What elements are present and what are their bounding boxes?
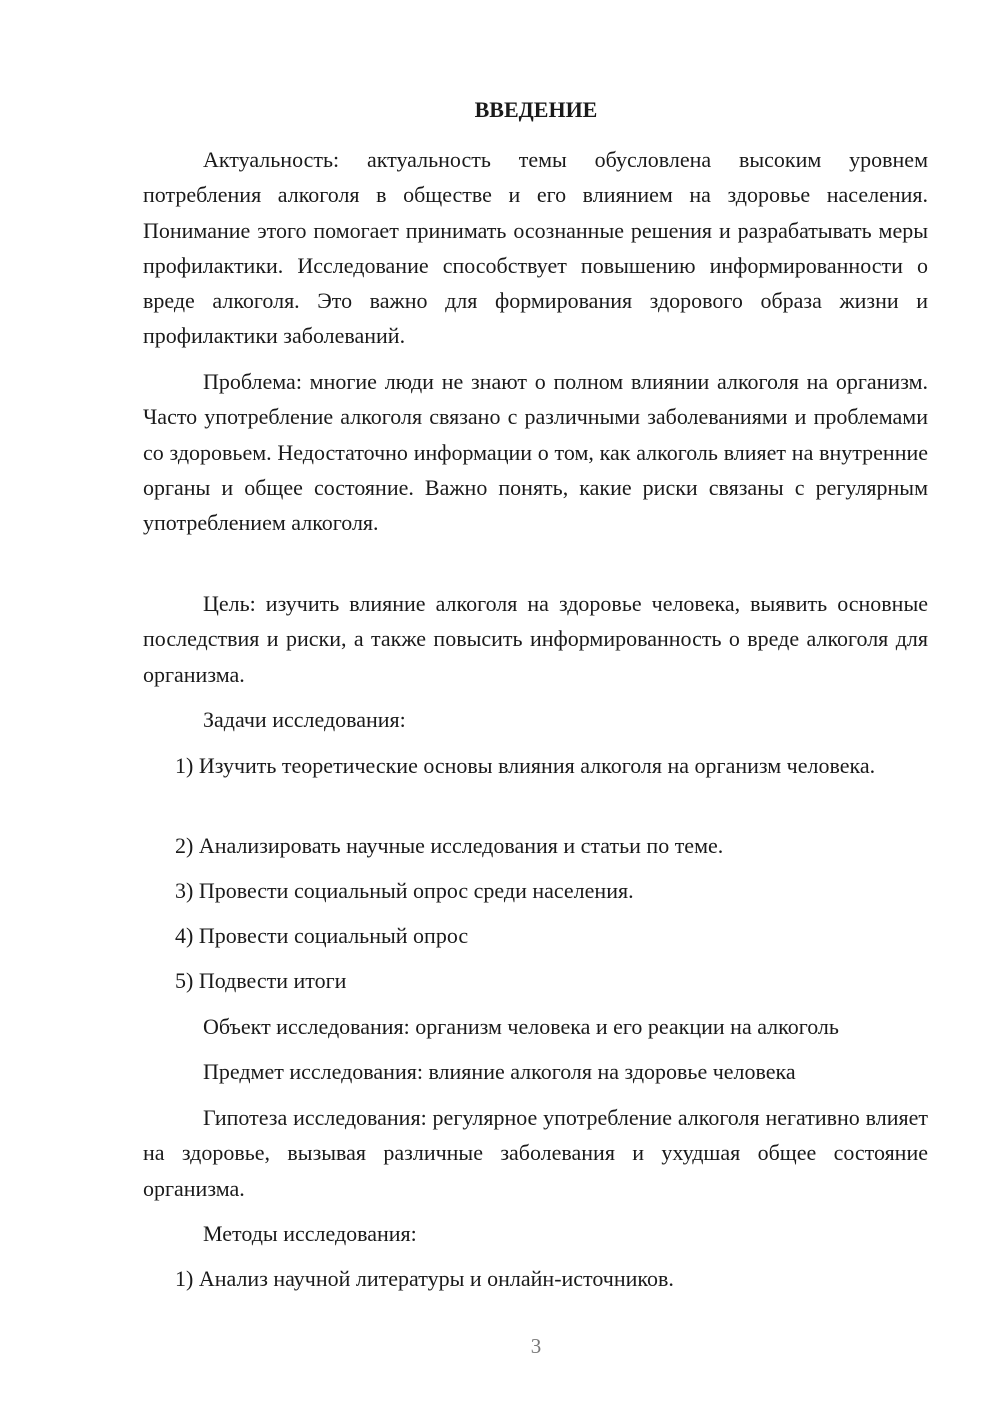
hypothesis-paragraph: Гипотеза исследования: регулярное употребление алкоголя негативно влияет на здоровье, вызывая различные заболевания и ухудшая общее состояние организма. [143, 1105, 928, 1201]
section-heading: ВВЕДЕНИЕ [474, 97, 598, 122]
relevance-paragraph: Актуальность: актуальность темы обусловлена высоким уровнем потребления алкоголя в обществе и его влиянием на здоровье населения. Понимание этого помогает принимать осознанные решения и разрабатывать меры профилактики. Исследование способствует повышению информированности о вреде алкоголя. Это важно для формирования здорового образа жизни и профилактики заболеваний. [143, 147, 928, 349]
task-item: 4) Провести социальный опрос [175, 923, 469, 948]
page-number: 3 [530, 1334, 542, 1358]
tasks-title: Задачи исследования: [203, 707, 406, 732]
task-item: 5) Подвести итоги [175, 968, 347, 993]
method-item: 1) Анализ научной литературы и онлайн-источников. [175, 1266, 674, 1291]
problem-paragraph: Проблема: многие люди не знают о полном влиянии алкоголя на организм. Часто употребление алкоголя связано с различными заболеваниями и проблемами со здоровьем. Недостаточно информации о том, как алкоголь влияет на внутренние органы и общее состояние. Важно понять, какие риски связаны с регулярным употреблением алкоголя. [143, 369, 928, 536]
task-item: 3) Провести социальный опрос среди населения. [175, 878, 634, 903]
task-item: 1) Изучить теоретические основы влияния алкоголя на организм человека. [175, 753, 876, 778]
subject-line: Предмет исследования: влияние алкоголя на здоровье человека [203, 1059, 796, 1084]
methods-title: Методы исследования: [203, 1221, 417, 1246]
object-line: Объект исследования: организм человека и его реакции на алкоголь [203, 1014, 839, 1039]
goal-paragraph: Цель: изучить влияние алкоголя на здоровье человека, выявить основные последствия и риски, а также повысить информированность о вреде алкоголя для организма. [143, 591, 928, 687]
task-item: 2) Анализировать научные исследования и статьи по теме. [175, 833, 724, 858]
